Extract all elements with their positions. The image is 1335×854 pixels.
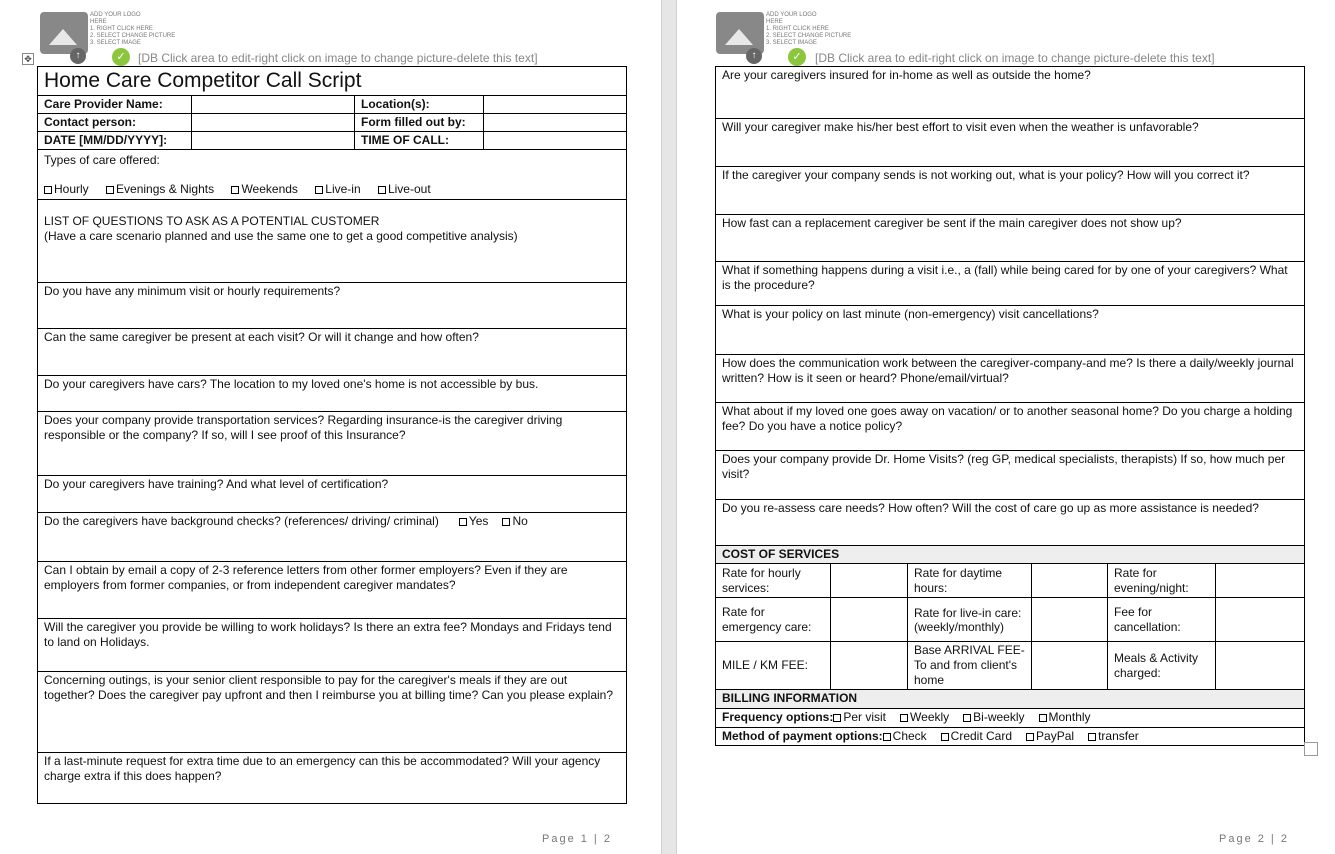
time-field[interactable]	[484, 132, 627, 150]
question-row[interactable]: How does the communication work between the caregiver-company-and me? Is there a daily/weekly journal written? How is it seen or heard? Phone/email/virtual?	[716, 355, 1305, 403]
checkbox-evenings-nights[interactable]: Evenings & Nights	[106, 182, 214, 196]
question-row[interactable]: Will the caregiver you provide be willing to work holidays? Is there an extra fee? Mondays and Fridays tend to land on Holidays.	[38, 619, 627, 672]
checkbox-live-out[interactable]: Live-out	[378, 182, 431, 196]
cost-label: Rate for live-in care: (weekly/monthly)	[908, 598, 1032, 642]
question-row[interactable]: If the caregiver your company sends is not working out, what is your policy? How will you correct it?	[716, 167, 1305, 215]
question-row[interactable]: Do you re-assess care needs? How often? Will the cost of care go up as more assistance is needed?	[716, 500, 1305, 546]
checkbox-paypal[interactable]: PayPal	[1026, 729, 1074, 743]
question-row[interactable]: Does your company provide transportation services? Regarding insurance-is the caregiver driving responsible or the company? If so, will I see proof of this Insurance?	[38, 412, 627, 476]
location-label: Location(s):	[355, 96, 484, 114]
question-row[interactable]: How fast can a replacement caregiver be sent if the main caregiver does not show up?	[716, 215, 1305, 262]
checkbox-yes[interactable]: Yes	[459, 514, 489, 528]
cost-field[interactable]	[1216, 564, 1305, 598]
time-label: TIME OF CALL:	[355, 132, 484, 150]
page1-form-table	[37, 66, 627, 804]
page-title: Home Care Competitor Call Script	[38, 67, 627, 96]
contact-label: Contact person:	[38, 114, 192, 132]
checkbox-credit-card[interactable]: Credit Card	[941, 729, 1012, 743]
questions-note: (Have a care scenario planned and use the same one to get a good competitive analysis)	[44, 229, 518, 243]
cost-label: Base ARRIVAL FEE-To and from client's home	[908, 642, 1032, 690]
check-icon: ✓	[788, 48, 806, 66]
question-row[interactable]: What if something happens during a visit i.e., a (fall) while being cared for by one of your caregivers? What is the procedure?	[716, 262, 1305, 306]
provider-field[interactable]	[192, 96, 355, 114]
checkbox-hourly[interactable]: Hourly	[44, 182, 89, 196]
checkbox-transfer[interactable]: transfer	[1088, 729, 1139, 743]
checkbox-bi-weekly[interactable]: Bi-weekly	[963, 710, 1024, 724]
checkbox-no[interactable]: No	[502, 514, 527, 528]
contact-field[interactable]	[192, 114, 355, 132]
question-row[interactable]: What is your policy on last minute (non-emergency) visit cancellations?	[716, 306, 1305, 355]
filled-by-label: Form filled out by:	[355, 114, 484, 132]
frequency-label: Frequency options:	[722, 710, 834, 724]
question-row[interactable]: Are your caregivers insured for in-home as well as outside the home?	[716, 67, 1305, 119]
cost-field[interactable]	[831, 598, 908, 642]
question-row[interactable]: Will your caregiver make his/her best effort to visit even when the weather is unfavorable?	[716, 119, 1305, 167]
question-row[interactable]: Do you have any minimum visit or hourly requirements?	[38, 283, 627, 329]
cost-field[interactable]	[831, 642, 908, 690]
cost-field[interactable]	[1216, 598, 1305, 642]
cost-field[interactable]	[1032, 564, 1108, 598]
provider-label: Care Provider Name:	[38, 96, 192, 114]
checkbox-per-visit[interactable]: Per visit	[833, 710, 886, 724]
cost-field[interactable]	[831, 564, 908, 598]
logo-placeholder[interactable]	[40, 12, 176, 66]
cost-label: Rate for emergency care:	[716, 598, 831, 642]
cost-field[interactable]	[1216, 642, 1305, 690]
questions-intro	[38, 200, 627, 283]
cost-label: Fee for cancellation:	[1108, 598, 1216, 642]
logo-placeholder[interactable]	[716, 12, 852, 66]
table-resize-handle[interactable]	[1304, 742, 1318, 756]
page2-form-table	[715, 66, 1305, 746]
question-row[interactable]: What about if my loved one goes away on vacation/ or to another seasonal home? Do you charge a holding fee? Do you have a notice policy?	[716, 403, 1305, 451]
question-row[interactable]: Do your caregivers have training? And what level of certification?	[38, 476, 627, 513]
cost-label: Rate for daytime hours:	[908, 564, 1032, 598]
cost-label: Meals & Activity charged:	[1108, 642, 1216, 690]
date-field[interactable]	[192, 132, 355, 150]
date-label: DATE [MM/DD/YYYY]:	[38, 132, 192, 150]
checkbox-live-in[interactable]: Live-in	[315, 182, 360, 196]
logo-hint: [DB Click area to edit-right click on image to change picture-delete this text]	[815, 51, 1215, 65]
logo-text: ADD YOUR LOGO HERE 1. RIGHT CLICK HERE 2. SELECT CHANGE PICTURE 3. SELECT IMAGE	[766, 12, 852, 46]
checkbox-check[interactable]: Check	[883, 729, 927, 743]
logo-hint: [DB Click area to edit-right click on image to change picture-delete this text]	[138, 51, 538, 65]
question-row[interactable]	[38, 513, 627, 562]
cost-field[interactable]	[1032, 598, 1108, 642]
question-row[interactable]: If a last-minute request for extra time due to an emergency can this be accommodated? Will your agency charge extra if this does happen?	[38, 753, 627, 804]
cost-label: Rate for hourly services:	[716, 564, 831, 598]
payment-label: Method of payment options:	[722, 729, 883, 743]
cost-field[interactable]	[1032, 642, 1108, 690]
care-types-label: Types of care offered:	[44, 153, 160, 167]
upload-icon: ↑	[746, 48, 762, 64]
page-gap	[661, 0, 677, 854]
care-types-cell	[38, 150, 627, 200]
question-row[interactable]: Does your company provide Dr. Home Visits? (reg GP, medical specialists, therapists) If so, how much per visit?	[716, 451, 1305, 500]
question-row[interactable]: Concerning outings, is your senior client responsible to pay for the caregiver's meals if they are out together? Does the caregiver pay upfront and then I reimburse you at billing time? Can you please explain?	[38, 672, 627, 753]
location-field[interactable]	[484, 96, 627, 114]
billing-heading: BILLING INFORMATION	[716, 690, 1305, 709]
upload-icon: ↑	[70, 48, 86, 64]
logo-text: ADD YOUR LOGO HERE 1. RIGHT CLICK HERE 2. SELECT CHANGE PICTURE 3. SELECT IMAGE	[90, 12, 176, 46]
page-number: Page 2 | 2	[1219, 833, 1289, 845]
question-row[interactable]: Do your caregivers have cars? The location to my loved one's home is not accessible by bus.	[38, 376, 627, 412]
filled-by-field[interactable]	[484, 114, 627, 132]
question-row[interactable]: Can the same caregiver be present at each visit? Or will it change and how often?	[38, 329, 627, 376]
check-icon: ✓	[112, 48, 130, 66]
checkbox-weekends[interactable]: Weekends	[231, 182, 297, 196]
table-move-handle-icon[interactable]: ✥	[22, 53, 34, 65]
page-number: Page 1 | 2	[542, 833, 612, 845]
question-text: Do the caregivers have background checks? (references/ driving/ criminal)	[44, 514, 439, 528]
cost-label: Rate for evening/night:	[1108, 564, 1216, 598]
checkbox-weekly[interactable]: Weekly	[900, 710, 949, 724]
payment-row	[716, 728, 1305, 746]
checkbox-monthly[interactable]: Monthly	[1039, 710, 1091, 724]
questions-heading: LIST OF QUESTIONS TO ASK AS A POTENTIAL CUSTOMER	[44, 214, 380, 228]
cost-heading: COST OF SERVICES	[716, 546, 1305, 564]
frequency-row	[716, 709, 1305, 728]
question-row[interactable]: Can I obtain by email a copy of 2-3 reference letters from other former employers? Even if they are employers from former companies, or from independent caregiver mandates?	[38, 562, 627, 619]
cost-label: MILE / KM FEE:	[716, 642, 831, 690]
